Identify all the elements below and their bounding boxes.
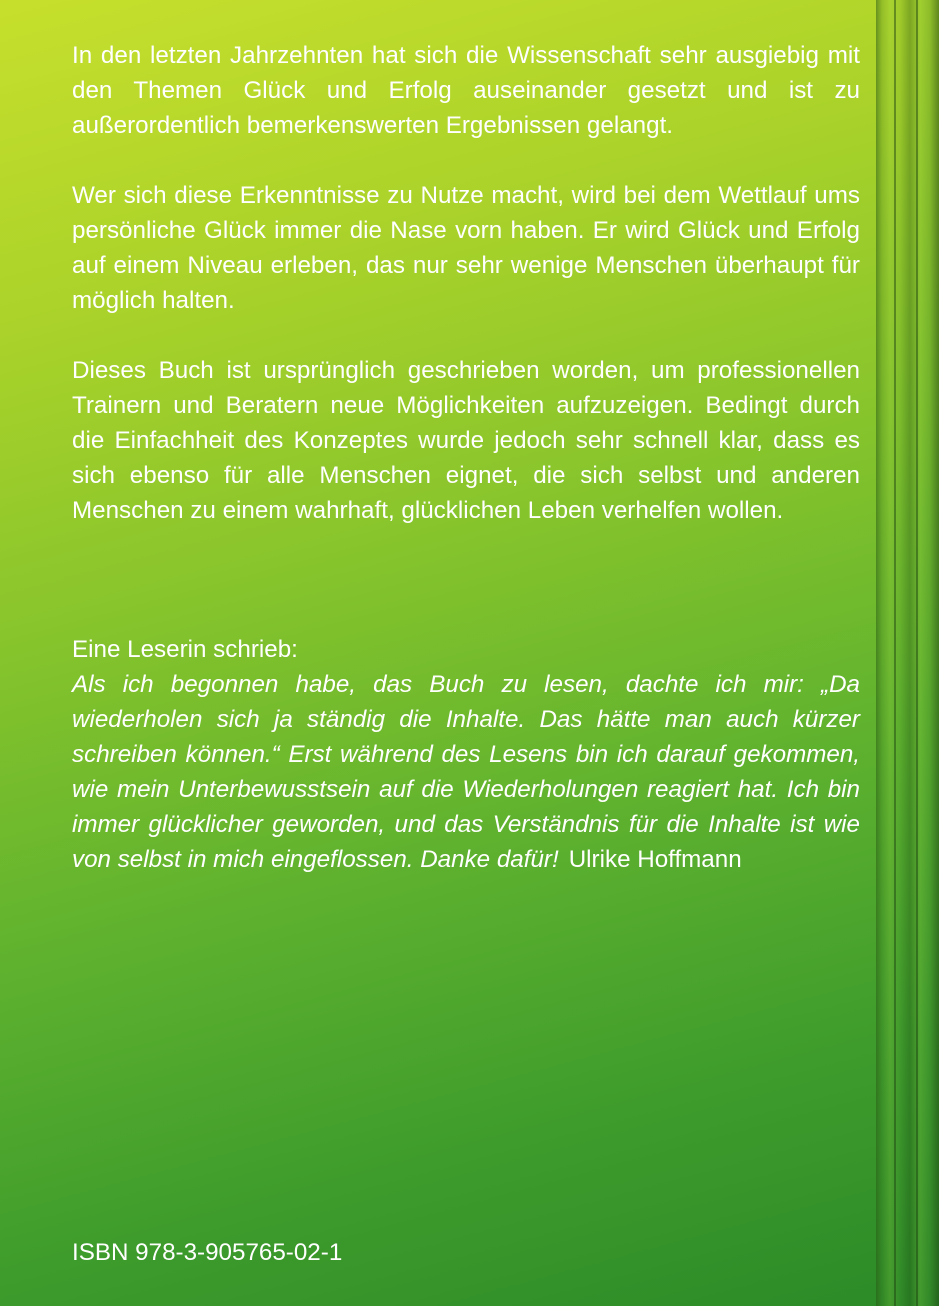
spine-groove [894, 0, 896, 1306]
spine-groove [916, 0, 918, 1306]
testimonial-quote [72, 667, 860, 877]
isbn-number: ISBN 978-3-905765-02-1 [72, 1239, 343, 1266]
paragraph-intro: In den letzten Jahrzehnten hat sich die Wissenschaft sehr ausgiebig mit den Themen Glück und Erfolg auseinander gesetzt und ist zu außerordentlich bemerkenswerten Ergebnissen gelangt. [72, 42, 860, 139]
testimonial-quote-text: Als ich begonnen habe, das Buch zu lesen, dachte ich mir: „Da wiederholen sich ja ständig die Inhalte. Das hätte man auch kürzer schreiben können.“ Erst während des Lesens bin ich darauf gekommen, wie mein Unterbewusstsein auf die Wiederholungen reagiert hat. Ich bin immer glücklicher geworden, und das Verständnis für die Inhalte ist wie von selbst in mich eingeflossen. Danke dafür! [72, 671, 860, 873]
testimonial-author: Ulrike Hoffmann [568, 846, 742, 873]
blurb-text [72, 38, 860, 877]
paragraph-benefit: Wer sich diese Erkenntnisse zu Nutze macht, wird bei dem Wettlauf ums persönliche Glück immer die Nase vorn haben. Er wird Glück und Erfolg auf einem Niveau erleben, das nur sehr wenige Menschen überhaupt für möglich halten. [72, 182, 860, 314]
paragraph-purpose: Dieses Buch ist ursprünglich geschrieben worden, um professionellen Trainern und Beratern neue Möglichkeiten aufzuzeigen. Bedingt durch die Einfachheit des Konzeptes wurde jedoch sehr schnell klar, dass es sich ebenso für alle Menschen eignet, die sich selbst und anderen Menschen zu einem wahrhaft, glücklichen Leben verhelfen wollen. [72, 357, 860, 524]
testimonial-label: Eine Leserin schrieb: [72, 636, 298, 663]
book-spine-edge [876, 0, 939, 1306]
